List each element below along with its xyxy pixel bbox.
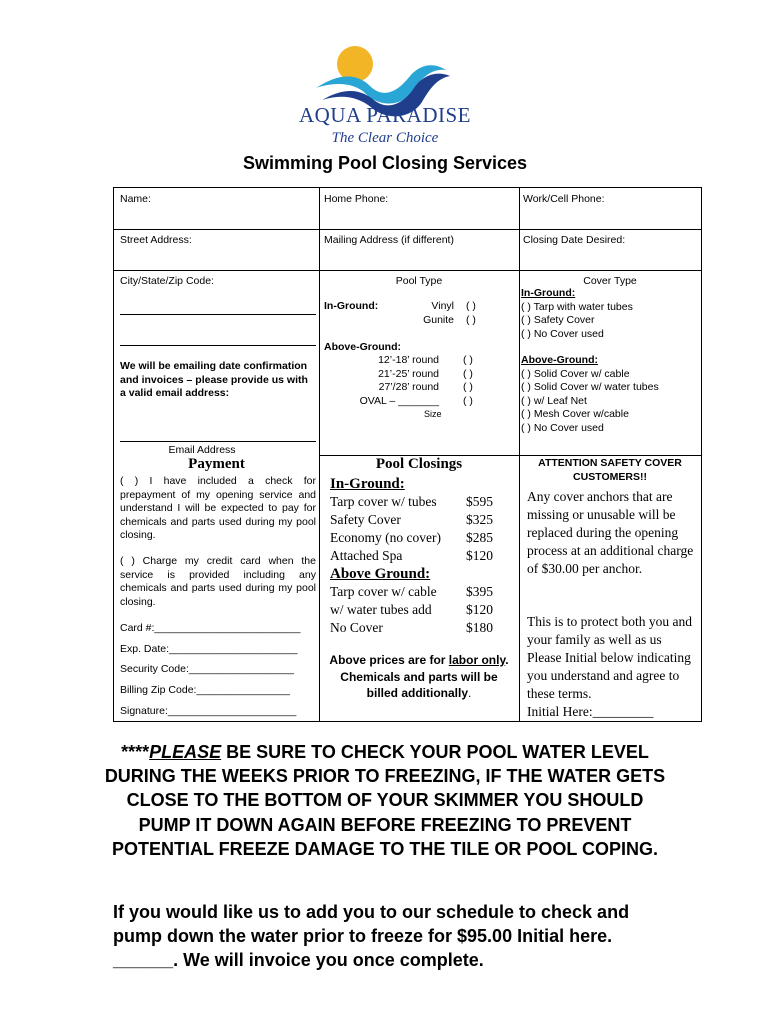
cover-option-mesh[interactable]: ( ) Mesh Cover w/cable	[521, 408, 629, 420]
closings-header: Pool Closings	[375, 456, 463, 472]
city-line-2[interactable]	[120, 345, 316, 346]
pool-option-21-25[interactable]: 21’-25’ round ( )	[378, 367, 473, 380]
closing-item: Tarp cover w/ tubes $595	[330, 494, 493, 509]
home-phone-field[interactable]: Home Phone:	[324, 193, 389, 205]
pool-in-ground-list	[374, 300, 514, 327]
cover-type-header: Cover Type	[583, 275, 637, 287]
cover-option-solid-tubes[interactable]: ( ) Solid Cover w/ water tubes	[521, 381, 659, 393]
freeze-warning: ****PLEASE BE SURE TO CHECK YOUR POOL WATER LEVEL DURING THE WEEKS PRIOR TO FREEZING, IF THE WATER GETS CLOSE TO THE BOTTOM OF YOUR SKIMMER YOU SHOULD PUMP IT DOWN AGAIN BEFORE FREEZING TO PREVENT POTENTIAL FREEZE DAMAGE TO THE TILE OR POOL COPING.	[104, 742, 666, 859]
security-code-field[interactable]: Security Code:__________________	[120, 663, 294, 675]
closing-form	[113, 187, 702, 722]
cover-above-ground-label: Above-Ground:	[521, 354, 598, 366]
cover-option-leaf-net[interactable]: ( ) w/ Leaf Net	[521, 394, 587, 407]
closing-item: No Cover $180	[330, 620, 493, 635]
closing-item: Safety Cover $325	[330, 512, 493, 527]
exp-date-field[interactable]: Exp. Date:______________________	[120, 643, 298, 655]
billing-zip-field[interactable]: Billing Zip Code:________________	[120, 684, 290, 696]
attention-header: ATTENTION SAFETY COVER CUSTOMERS!!	[538, 457, 682, 483]
work-phone-field[interactable]: Work/Cell Phone:	[523, 193, 605, 205]
street-address-field[interactable]: Street Address:	[120, 234, 192, 246]
cover-option-tarp[interactable]: ( ) Tarp with water tubes	[521, 300, 633, 313]
labor-note: Above prices are for labor only. Chemicals and parts will be billed additionally.	[329, 653, 509, 700]
city-state-zip-field[interactable]: City/State/Zip Code:	[120, 275, 214, 287]
cover-option-solid-cable[interactable]: ( ) Solid Cover w/ cable	[521, 367, 630, 380]
email-note: We will be emailing date confirmation and invoices – please provide us with a valid email address:	[120, 360, 308, 399]
pool-above-ground-label: Above-Ground:	[324, 341, 401, 353]
email-label: Email Address	[168, 444, 236, 456]
attention-anchors-text: Any cover anchors that are missing or unusable will be replaced during the opening process at an additional charge of $30.00 per anchor.	[527, 489, 694, 576]
signature-field[interactable]: Signature:______________________	[120, 705, 297, 717]
mailing-address-field[interactable]: Mailing Address (if different)	[324, 234, 454, 246]
closings-price-list	[330, 475, 515, 637]
card-number-field[interactable]: Card #:_________________________	[120, 622, 301, 634]
sun-icon	[337, 46, 373, 82]
initial-here-field[interactable]: Initial Here:_________	[527, 704, 654, 719]
pool-option-27-28[interactable]: 27’/28’ round ( )	[378, 381, 473, 393]
brand-tagline: The Clear Choice	[331, 130, 439, 146]
cover-in-ground-list	[521, 287, 699, 341]
pool-option-12-18[interactable]: 12’-18’ round ( )	[378, 354, 473, 366]
pool-type-header: Pool Type	[395, 275, 443, 287]
cover-above-ground-list	[521, 354, 699, 435]
closing-item: Attached Spa $120	[330, 548, 493, 563]
pool-option-oval[interactable]: OVAL – _______ ( )	[359, 394, 473, 407]
cover-option-no-cover[interactable]: ( ) No Cover used	[521, 421, 604, 434]
cover-option-none[interactable]: ( ) No Cover used	[521, 327, 604, 340]
pool-option-gunite[interactable]: Gunite ( )	[423, 313, 476, 326]
closing-item: Tarp cover w/ cable $395	[330, 584, 493, 599]
closing-date-field[interactable]: Closing Date Desired:	[523, 234, 626, 246]
brand-name: AQUA PARADISE	[298, 103, 471, 127]
attention-protect-text: This is to protect both you and your family as well as us Please Initial below indicating you understand and agree to these terms.	[527, 614, 692, 701]
cover-in-ground-label: In-Ground:	[521, 287, 576, 299]
pool-in-ground-label: In-Ground:	[324, 300, 379, 312]
closings-above-ground-label: Above Ground:	[330, 566, 431, 582]
closings-in-ground-label: In-Ground:	[330, 476, 405, 492]
name-field[interactable]: Name:	[120, 193, 151, 205]
payment-card-option[interactable]: ( ) Charge my credit card when the service is provided including any chemicals and parts used during my pool closing.	[120, 555, 316, 608]
cover-option-safety[interactable]: ( ) Safety Cover	[521, 314, 595, 326]
pool-option-vinyl[interactable]: Vinyl ( )	[431, 300, 476, 312]
payment-header: Payment	[188, 456, 245, 472]
payment-check-option[interactable]: ( ) I have included a check for prepayment of my opening service and understand I will be expected to pay for chemicals and parts used during my pool closing.	[120, 475, 316, 541]
size-label: Size	[424, 409, 442, 419]
page-title: Swimming Pool Closing Services	[242, 153, 528, 173]
email-line[interactable]	[120, 441, 316, 442]
closing-item: Economy (no cover) $285	[330, 530, 493, 545]
pool-above-ground-list	[354, 354, 514, 422]
city-line[interactable]	[120, 314, 316, 315]
pump-down-offer: If you would like us to add you to our schedule to check and pump down the water prior to freeze for $95.00 Initial here. ______. We will invoice you once complete.	[113, 902, 630, 970]
closing-item: w/ water tubes add $120	[330, 602, 493, 617]
